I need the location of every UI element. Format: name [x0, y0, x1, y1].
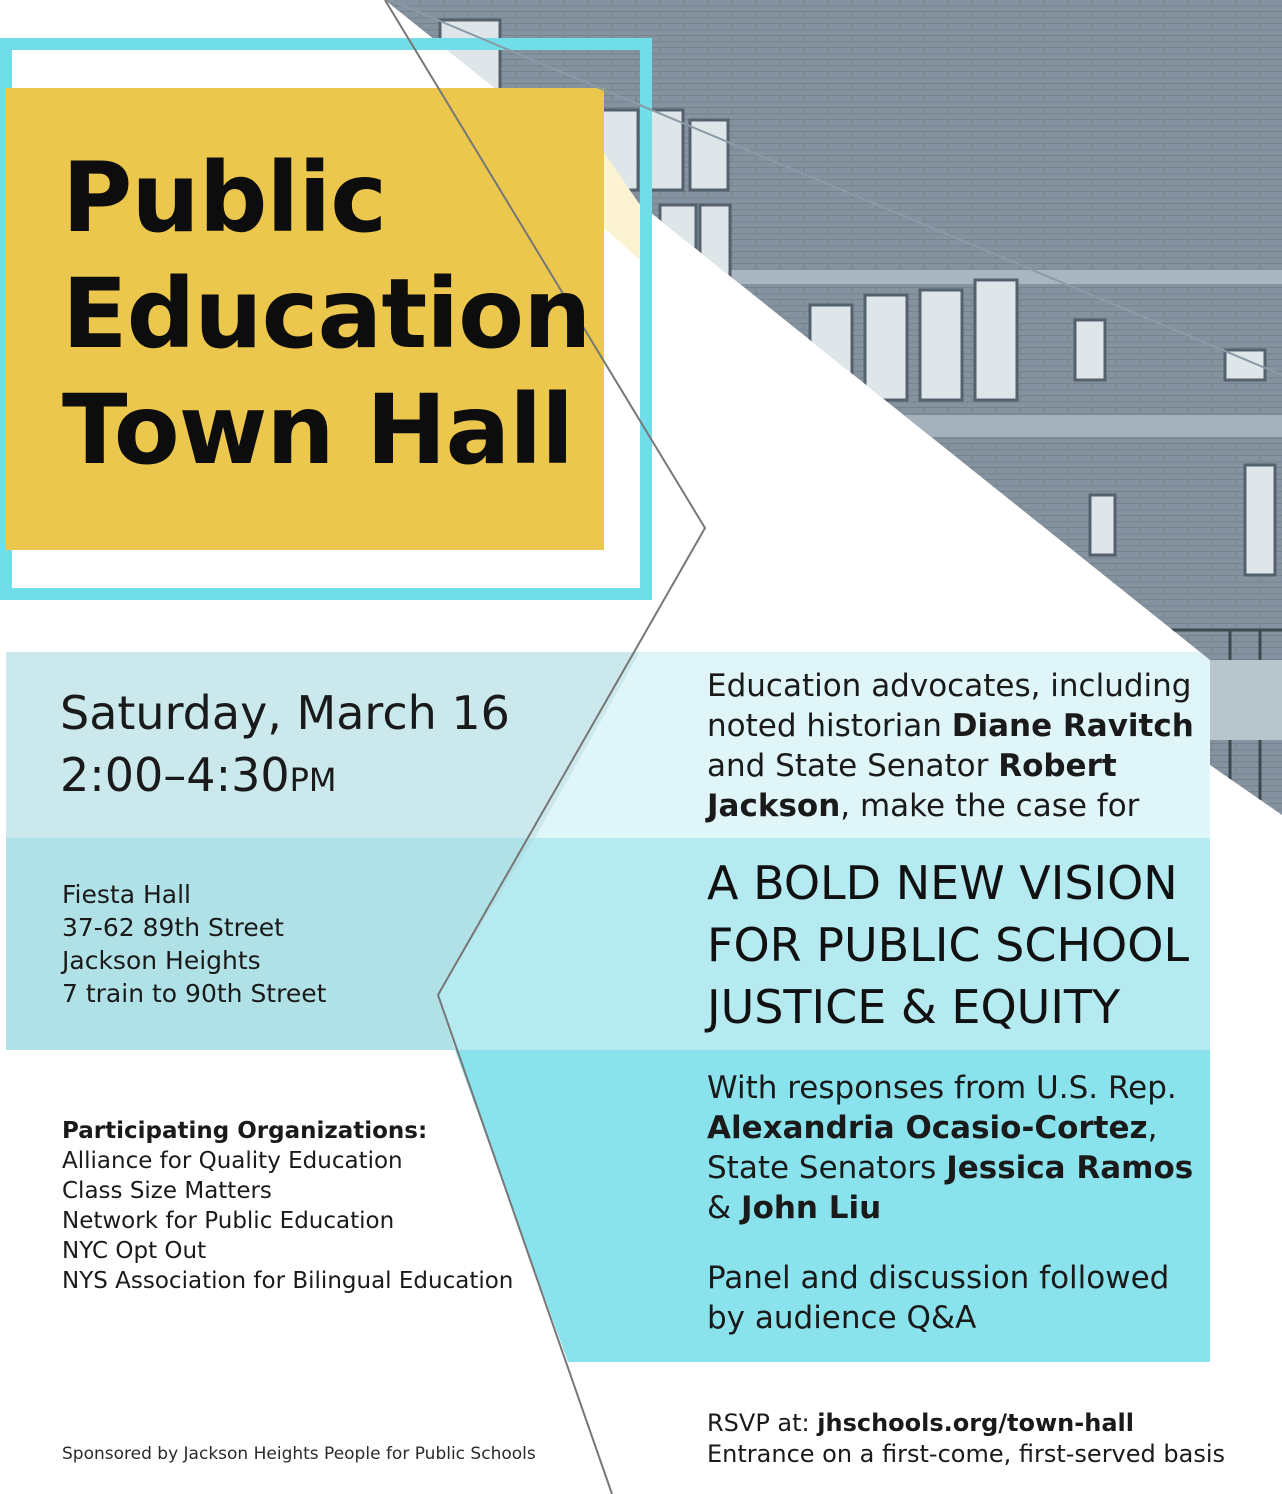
title-line-3: Town Hall — [62, 374, 574, 486]
venue-area: Jackson Heights — [62, 946, 261, 975]
event-time-suffix: PM — [289, 761, 337, 799]
organization-item: NYS Association for Bilingual Education — [62, 1268, 514, 1294]
panel-description: Panel and discussion followed by audience Q&A — [707, 1260, 1170, 1336]
vision-headline — [707, 852, 1207, 1038]
rsvp-block — [707, 1408, 1225, 1470]
event-datetime — [60, 682, 510, 811]
intro-text-3: , make the case for — [840, 788, 1140, 824]
organization-item: NYC Opt Out — [62, 1238, 207, 1264]
title-line-1: Public — [62, 142, 387, 254]
rsvp-label: RSVP at: — [707, 1409, 818, 1437]
event-title — [62, 140, 622, 488]
intro-paragraph — [707, 666, 1207, 826]
intro-text-2: and State Senator — [707, 748, 999, 784]
organizations-list — [62, 1116, 513, 1296]
intro-text-1: Education advocates, including noted historian — [707, 668, 1192, 744]
responses-paragraph — [707, 1068, 1207, 1228]
event-time — [60, 744, 510, 811]
intro-name-jackson: Robert Jackson — [707, 748, 1117, 824]
organization-item: Class Size Matters — [62, 1178, 272, 1204]
vision-line-3: JUSTICE & EQUITY — [707, 980, 1121, 1034]
responses-name-ramos: Jessica Ramos — [946, 1150, 1194, 1186]
event-time-range: 2:00–4:30 — [60, 748, 290, 802]
organizations-heading: Participating Organizations: — [62, 1118, 428, 1144]
organization-item: Alliance for Quality Education — [62, 1148, 403, 1174]
venue-transit: 7 train to 90th Street — [62, 979, 327, 1008]
rsvp-link[interactable]: jhschools.org/town-hall — [817, 1409, 1134, 1437]
responses-name-aoc: Alexandria Ocasio-Cortez — [707, 1110, 1148, 1146]
venue-address: 37-62 89th Street — [62, 913, 284, 942]
organization-item: Network for Public Education — [62, 1208, 395, 1234]
responses-text-3: & — [707, 1190, 742, 1226]
sponsor-line: Sponsored by Jackson Heights People for Public Schools — [62, 1444, 536, 1464]
responses-text-1: With responses from U.S. Rep. — [707, 1070, 1177, 1106]
venue-block — [62, 878, 326, 1010]
vision-line-2: FOR PUBLIC SCHOOL — [707, 918, 1190, 972]
rsvp-line — [707, 1408, 1225, 1439]
vision-line-1: A BOLD NEW VISION — [707, 856, 1178, 910]
rsvp-note: Entrance on a first-come, first-served basis — [707, 1440, 1226, 1468]
responses-name-liu: John Liu — [741, 1190, 882, 1226]
venue-name: Fiesta Hall — [62, 880, 191, 909]
title-line-2: Education — [62, 258, 591, 370]
responses-text-2: , State Senators — [707, 1110, 1158, 1186]
event-date: Saturday, March 16 — [60, 686, 510, 740]
intro-name-ravitch: Diane Ravitch — [951, 708, 1194, 744]
